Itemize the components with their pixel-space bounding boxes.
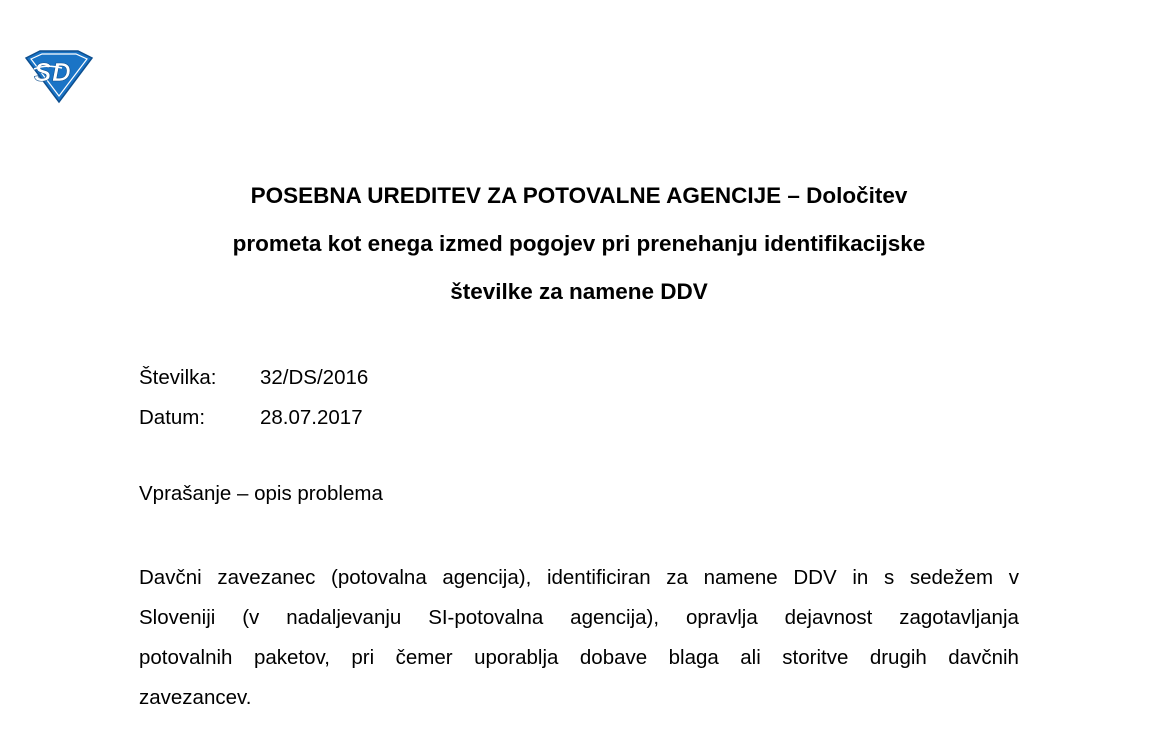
paragraph-word: identificiran [546, 566, 651, 589]
paragraph-word: blaga [668, 646, 719, 669]
svg-text:S: S [34, 57, 52, 87]
title-line-2: prometa kot enega izmed pogojev pri prenehanju identifikacijske [232, 231, 926, 256]
paragraph-line [139, 558, 1019, 598]
paragraph-word: uporablja [474, 646, 559, 669]
paragraph-word: čemer [395, 646, 453, 669]
paragraph-word: (v [242, 606, 260, 629]
sd-logo-icon [22, 48, 96, 104]
paragraph-word: storitve [782, 646, 849, 669]
paragraph-word: SI-potovalna [428, 606, 544, 629]
paragraph-word: dejavnost [784, 606, 873, 629]
paragraph-word: nadaljevanju [286, 606, 402, 629]
svg-text:D: D [52, 57, 71, 87]
paragraph-word: Sloveniji [139, 606, 216, 629]
body-paragraph [139, 558, 1019, 718]
paragraph-word: sedežem [909, 566, 994, 589]
paragraph-word: pri [351, 646, 375, 669]
paragraph-word: drugih [869, 646, 927, 669]
paragraph-word: DDV [793, 566, 837, 589]
title-line-3: številke za namene DDV [450, 279, 708, 304]
paragraph-word: zagotavljanja [899, 606, 1019, 629]
paragraph-word: in [852, 566, 869, 589]
date-row [139, 398, 368, 438]
paragraph-line [139, 678, 1019, 718]
paragraph-word: namene [703, 566, 778, 589]
paragraph-word: ali [740, 646, 761, 669]
paragraph-word: davčnih [948, 646, 1019, 669]
document-title [140, 172, 1018, 316]
paragraph-line [139, 638, 1019, 678]
number-row [139, 358, 368, 398]
paragraph-word: zavezanec [217, 566, 316, 589]
paragraph-word: (potovalna [331, 566, 427, 589]
number-value: 32/DS/2016 [260, 366, 369, 389]
paragraph-word: opravlja [685, 606, 758, 629]
paragraph-word: v [1008, 566, 1019, 589]
paragraph-word: za [666, 566, 688, 589]
title-line-1: POSEBNA UREDITEV ZA POTOVALNE AGENCIJE – Določitev [250, 183, 908, 208]
paragraph-word: agencija), [570, 606, 660, 629]
paragraph-word: paketov, [253, 646, 330, 669]
date-value: 28.07.2017 [260, 406, 363, 429]
paragraph-word: potovalnih [139, 646, 233, 669]
paragraph-word: dobave [579, 646, 648, 669]
paragraph-line [139, 598, 1019, 638]
date-label: Datum: [139, 406, 206, 429]
section-heading: Vprašanje – opis problema [139, 482, 383, 505]
paragraph-word: agencija), [442, 566, 532, 589]
paragraph-word: s [883, 566, 895, 589]
document-meta [139, 358, 368, 438]
paragraph-word: Davčni [139, 566, 202, 589]
number-label: Številka: [139, 366, 217, 389]
paragraph-word: zavezancev. [139, 686, 252, 709]
